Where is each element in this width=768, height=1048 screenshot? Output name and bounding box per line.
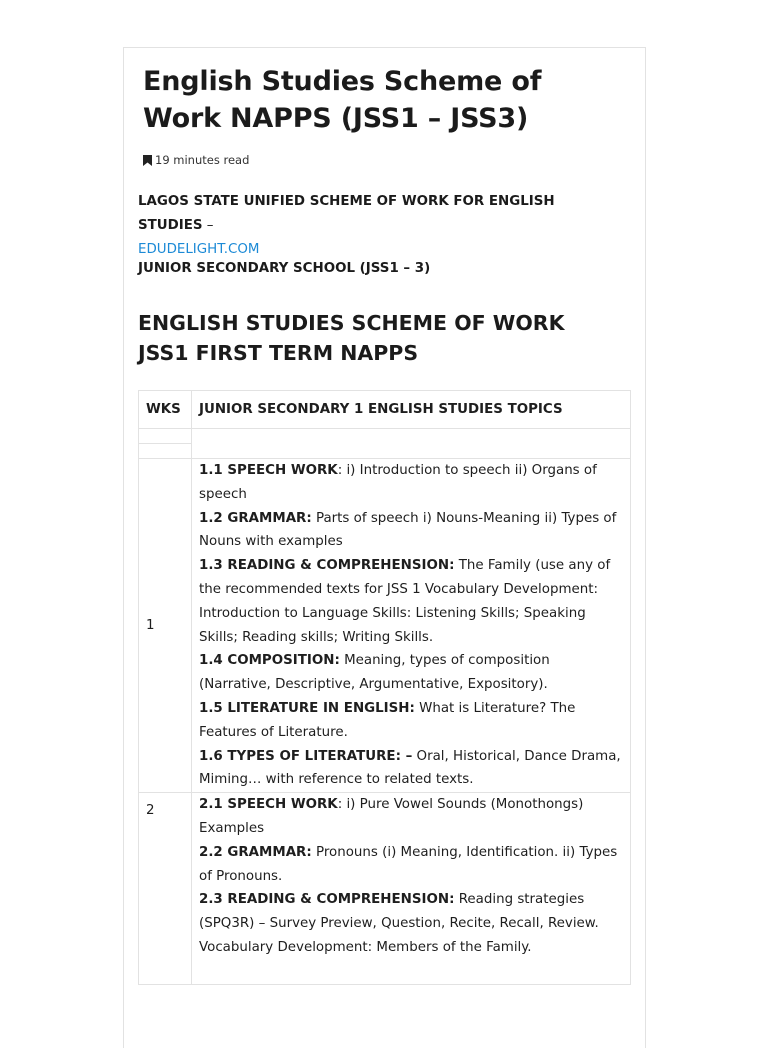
site-link[interactable]: EDUDELIGHT.COM bbox=[138, 242, 260, 257]
cell-padding bbox=[199, 960, 623, 984]
topic-item bbox=[199, 888, 623, 959]
topic-item bbox=[199, 745, 623, 793]
topic-item bbox=[199, 649, 623, 697]
table-header-row bbox=[139, 391, 631, 429]
topic-item bbox=[199, 507, 623, 555]
spacer-cell bbox=[139, 444, 192, 459]
week-number: 2 bbox=[139, 793, 192, 985]
week-number: 1 bbox=[139, 459, 192, 793]
topic-text: Reading strategies (SPQ3R) – Survey Preview, Question, Recite, Recall, Review. Vocabulary Development: Members of the Family. bbox=[199, 892, 599, 955]
lagos-heading-text: LAGOS STATE UNIFIED SCHEME OF WORK FOR ENGLISH STUDIES bbox=[138, 194, 555, 233]
topic-label: 1.5 LITERATURE IN ENGLISH: bbox=[199, 700, 415, 716]
topic-item bbox=[199, 459, 623, 507]
topic-text: Oral, Historical, Dance Drama, Miming… with reference to related texts. bbox=[199, 748, 621, 788]
read-time-text: 19 minutes read bbox=[155, 153, 250, 167]
topic-label: 1.6 TYPES OF LITERATURE: – bbox=[199, 748, 413, 764]
topic-text: : i) Pure Vowel Sounds (Monothongs) Examples bbox=[199, 797, 584, 836]
spacer-cell bbox=[192, 429, 631, 459]
topic-text: Parts of speech i) Nouns-Meaning ii) Types of Nouns with examples bbox=[199, 510, 617, 550]
header-wks: WKS bbox=[139, 391, 192, 429]
article-title: English Studies Scheme of Work NAPPS (JSS1 – JSS3) bbox=[143, 66, 542, 134]
topic-text: What is Literature? The Features of Literature. bbox=[199, 700, 576, 740]
topic-text: Pronouns (i) Meaning, Identification. ii) Types of Pronouns. bbox=[199, 844, 618, 884]
junior-heading: JUNIOR SECONDARY SCHOOL (JSS1 – 3) bbox=[138, 261, 431, 276]
topic-label: 2.1 SPEECH WORK bbox=[199, 797, 338, 813]
topic-label: 2.2 GRAMMAR: bbox=[199, 844, 312, 860]
topic-label: 2.3 READING & COMPREHENSION: bbox=[199, 892, 455, 908]
read-time bbox=[143, 153, 249, 167]
topic-text: : i) Introduction to speech ii) Organs of speech bbox=[199, 463, 597, 502]
topic-text: The Family (use any of the recommended texts for JSS 1 Vocabulary Development: Introduction to Language Skills: Listening Skills; Speaking Skills; Reading skills; Writing Skills. bbox=[199, 558, 611, 645]
topic-item bbox=[199, 841, 623, 889]
section-heading: ENGLISH STUDIES SCHEME OF WORK JSS1 FIRST TERM NAPPS bbox=[138, 311, 565, 365]
scheme-table bbox=[138, 390, 631, 985]
week-topics bbox=[192, 793, 631, 985]
topic-label: 1.3 READING & COMPREHENSION: bbox=[199, 558, 455, 574]
topic-label: 1.1 SPEECH WORK bbox=[199, 463, 338, 478]
table-row bbox=[139, 459, 631, 793]
topic-item bbox=[199, 697, 623, 745]
table-row bbox=[139, 793, 631, 985]
topic-label: 1.4 COMPOSITION: bbox=[199, 653, 340, 669]
lagos-heading bbox=[138, 190, 618, 262]
spacer-cell bbox=[139, 429, 192, 444]
lagos-dash: – bbox=[202, 218, 214, 233]
topic-item bbox=[199, 793, 623, 841]
topic-item bbox=[199, 554, 623, 649]
topic-text: Meaning, types of composition (Narrative, Descriptive, Argumentative, Expository). bbox=[199, 653, 550, 693]
spacer-row bbox=[139, 429, 631, 444]
bookmark-icon bbox=[143, 155, 152, 166]
week-topics bbox=[192, 459, 631, 793]
header-topics: JUNIOR SECONDARY 1 ENGLISH STUDIES TOPICS bbox=[192, 391, 631, 429]
topic-label: 1.2 GRAMMAR: bbox=[199, 510, 312, 526]
